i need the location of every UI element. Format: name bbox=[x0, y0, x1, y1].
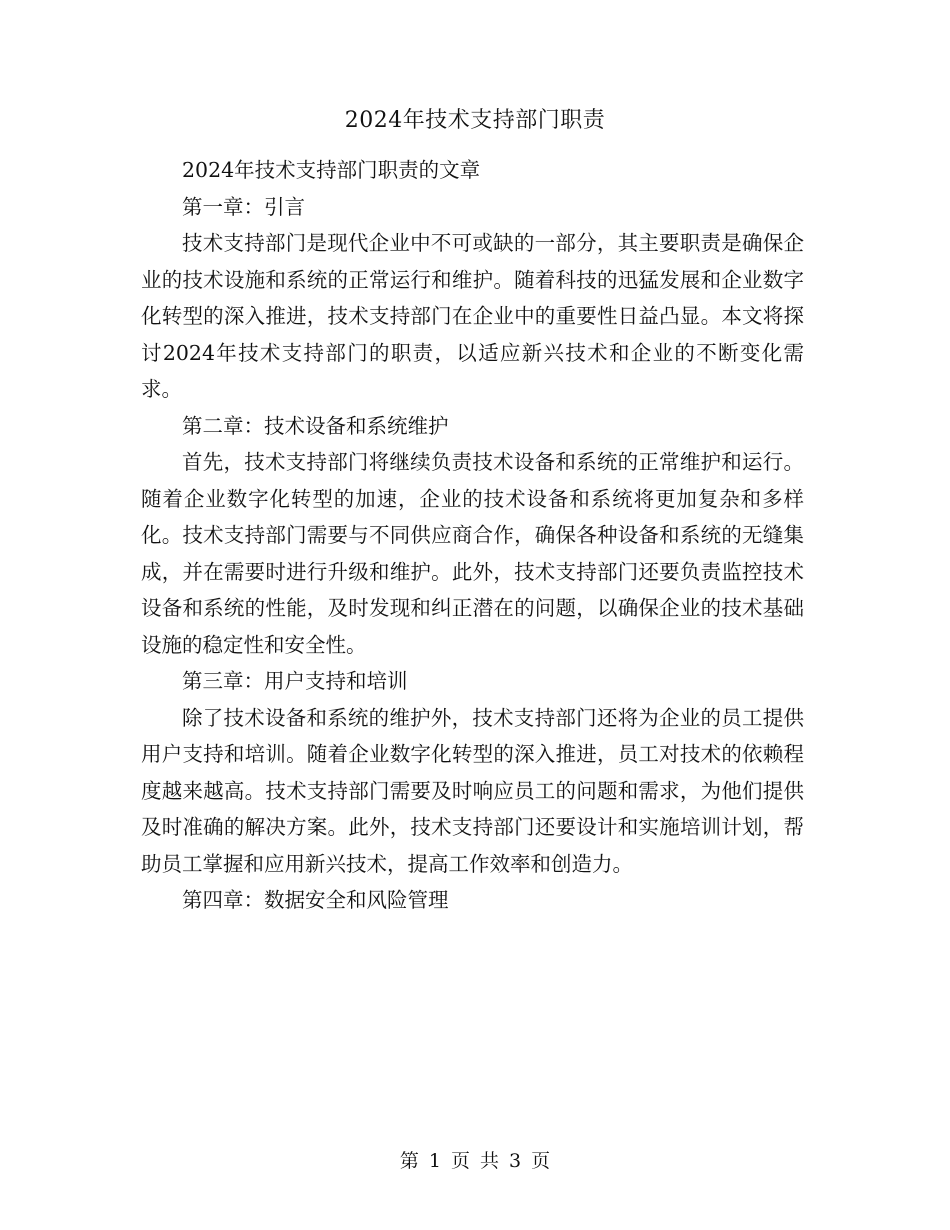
document-title: 2024年技术支持部门职责 bbox=[344, 108, 606, 133]
chapter-4-heading: 第四章：数据安全和风险管理 bbox=[182, 888, 449, 912]
subtitle-paragraph: 2024年技术支持部门职责的文章 bbox=[182, 158, 481, 182]
chapter-2-heading: 第二章：技术设备和系统维护 bbox=[182, 413, 449, 438]
document-body bbox=[141, 152, 804, 919]
page-number-footer: 第 1 页 共 3 页 bbox=[399, 1150, 551, 1172]
chapter-3-heading: 第三章：用户支持和培训 bbox=[182, 669, 408, 693]
chapter-1-paragraph: 技术支持部门是现代企业中不可或缺的一部分，其主要职责是确保企业的技术设施和系统的正常运行和维护。随着科技的迅猛发展和企业数字化转型的深入推进，技术支持部门在企业中的重要性日益凸显。本文将探讨2024年技术支持部门的职责，以适应新兴技术和企业的不断变化需求。 bbox=[141, 231, 804, 401]
chapter-3-paragraph: 除了技术设备和系统的维护外，技术支持部门还将为企业的员工提供用户支持和培训。随着企业数字化转型的深入推进，员工对技术的依赖程度越来越高。技术支持部门需要及时响应员工的问题和需求，为他们提供及时准确的解决方案。此外，技术支持部门还要设计和实施培训计划，帮助员工掌握和应用新兴技术，提高工作效率和创造力。 bbox=[141, 705, 804, 876]
chapter-2-paragraph: 首先，技术支持部门将继续负责技术设备和系统的正常维护和运行。随着企业数字化转型的加速，企业的技术设备和系统将更加复杂和多样化。技术支持部门需要与不同供应商合作，确保各种设备和系统的无缝集成，并在需要时进行升级和维护。此外，技术支持部门还要负责监控技术设备和系统的性能，及时发现和纠正潜在的问题，以确保企业的技术基础设施的稳定性和安全性。 bbox=[141, 450, 804, 657]
chapter-1-heading: 第一章：引言 bbox=[182, 194, 305, 219]
